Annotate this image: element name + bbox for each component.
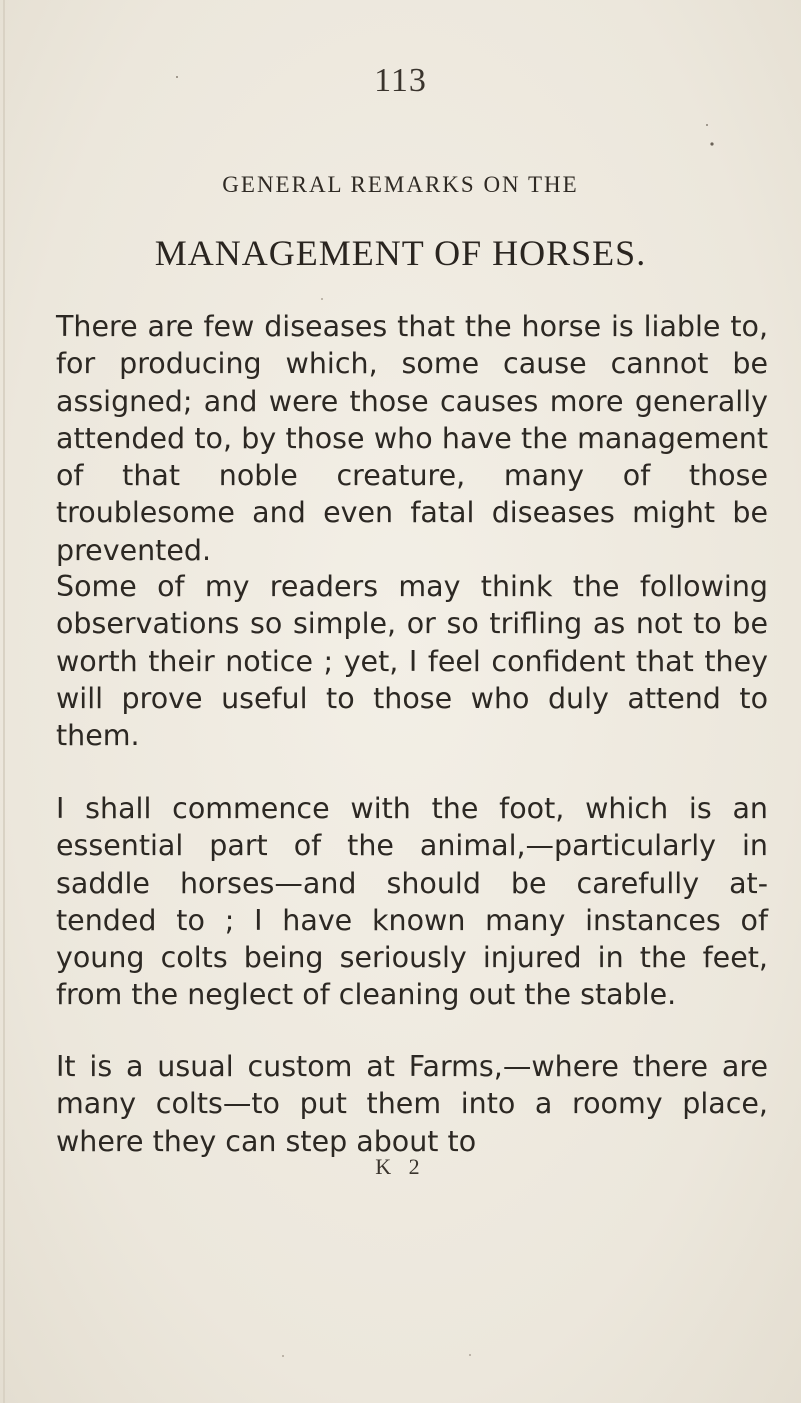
signature-mark: K 2 xyxy=(375,1154,426,1179)
chapter-heading-line-2: MANAGEMENT OF HORSES. xyxy=(154,233,647,273)
paragraph-1: There are few diseases that the horse is liable to, for producing which, some cause cannot be assigned; and were those causes more generally attended to, by those who have the management of that noble creature, many of those troublesome and even fatal diseases might be prevented. xyxy=(56,310,768,567)
paragraph-3: I shall commence with the foot, which is an essential part of the animal,—particularly in saddle horses—and should be carefully at- tended to ; I have known many instances of young colts being seriously injured in the feet, from the neglect of cleaning out the stable. xyxy=(56,792,768,1012)
chapter-heading-line-1: GENERAL REMARKS ON THE xyxy=(222,172,579,197)
paragraph-4: It is a usual custom at Farms,—where there are many colts—to put them into a roomy place, where they can step about to xyxy=(56,1050,768,1158)
page-number: 113 xyxy=(374,62,427,99)
paragraph-2: Some of my readers may think the following observations so simple, or so trifling as not to be worth their notice ; yet, I feel confident that they will prove useful to those who duly attend to them. xyxy=(56,570,768,753)
